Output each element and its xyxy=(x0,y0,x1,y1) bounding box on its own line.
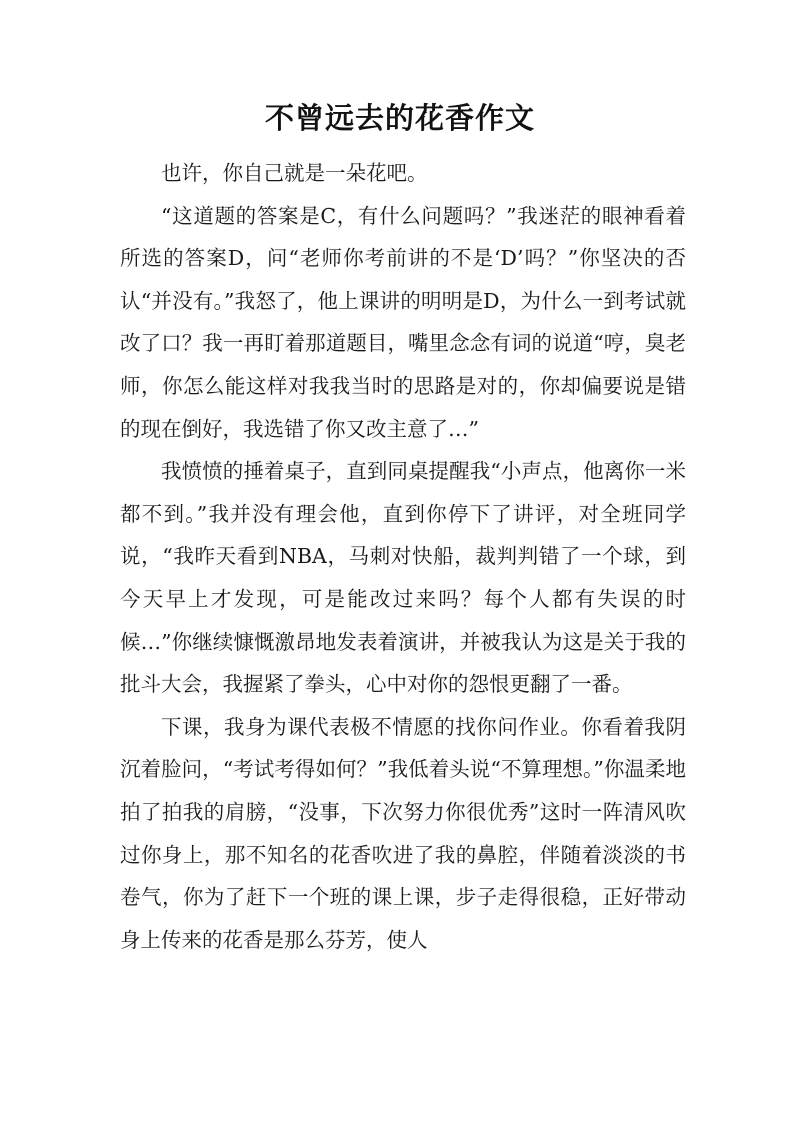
paragraph: 我愤愤的捶着桌子，直到同桌提醒我“小声点，他离你一米都不到。”我并没有理会他，直到你停下了讲评，对全班同学说，“我昨天看到NBA，马刺对快船，裁判判错了一个球，到今天早上才发现，可是能改过来吗？每个人都有失误的时候…”你继续慷慨激昂地发表着演讲，并被我认为这是关于我的批斗大会，我握紧了拳头，心中对你的怨恨更翻了一番。 xyxy=(120,459,686,697)
paragraph: “这道题的答案是C，有什么问题吗？”我迷茫的眼神看着所选的答案D，问“老师你考前讲的不是‘D’吗？”你坚决的否认“并没有。”我怒了，他上课讲的明明是D，为什么一到考试就改了口？我一再盯着那道题目，嘴里念念有词的说道“哼，臭老师，你怎么能这样对我我当时的思路是对的，你却偏要说是错的现在倒好，我选错了你又改主意了…” xyxy=(120,203,686,441)
document-body xyxy=(120,152,686,961)
paragraph: 下课，我身为课代表极不情愿的找你问作业。你看着我阴沉着脸问，“考试考得如何？”我低着头说“不算理想。”你温柔地拍了拍我的肩膀，“没事，下次努力你很优秀”这时一阵清风吹过你身上，那不知名的花香吹进了我的鼻腔，伴随着淡淡的书卷气，你为了赶下一个班的课上课，步子走得很稳，正好带动身上传来的花香是那么芬芳，使人 xyxy=(120,714,686,952)
document-title: 不曾远去的花香作文 xyxy=(264,101,535,135)
paragraph: 也许，你自己就是一朵花吧。 xyxy=(161,161,428,185)
